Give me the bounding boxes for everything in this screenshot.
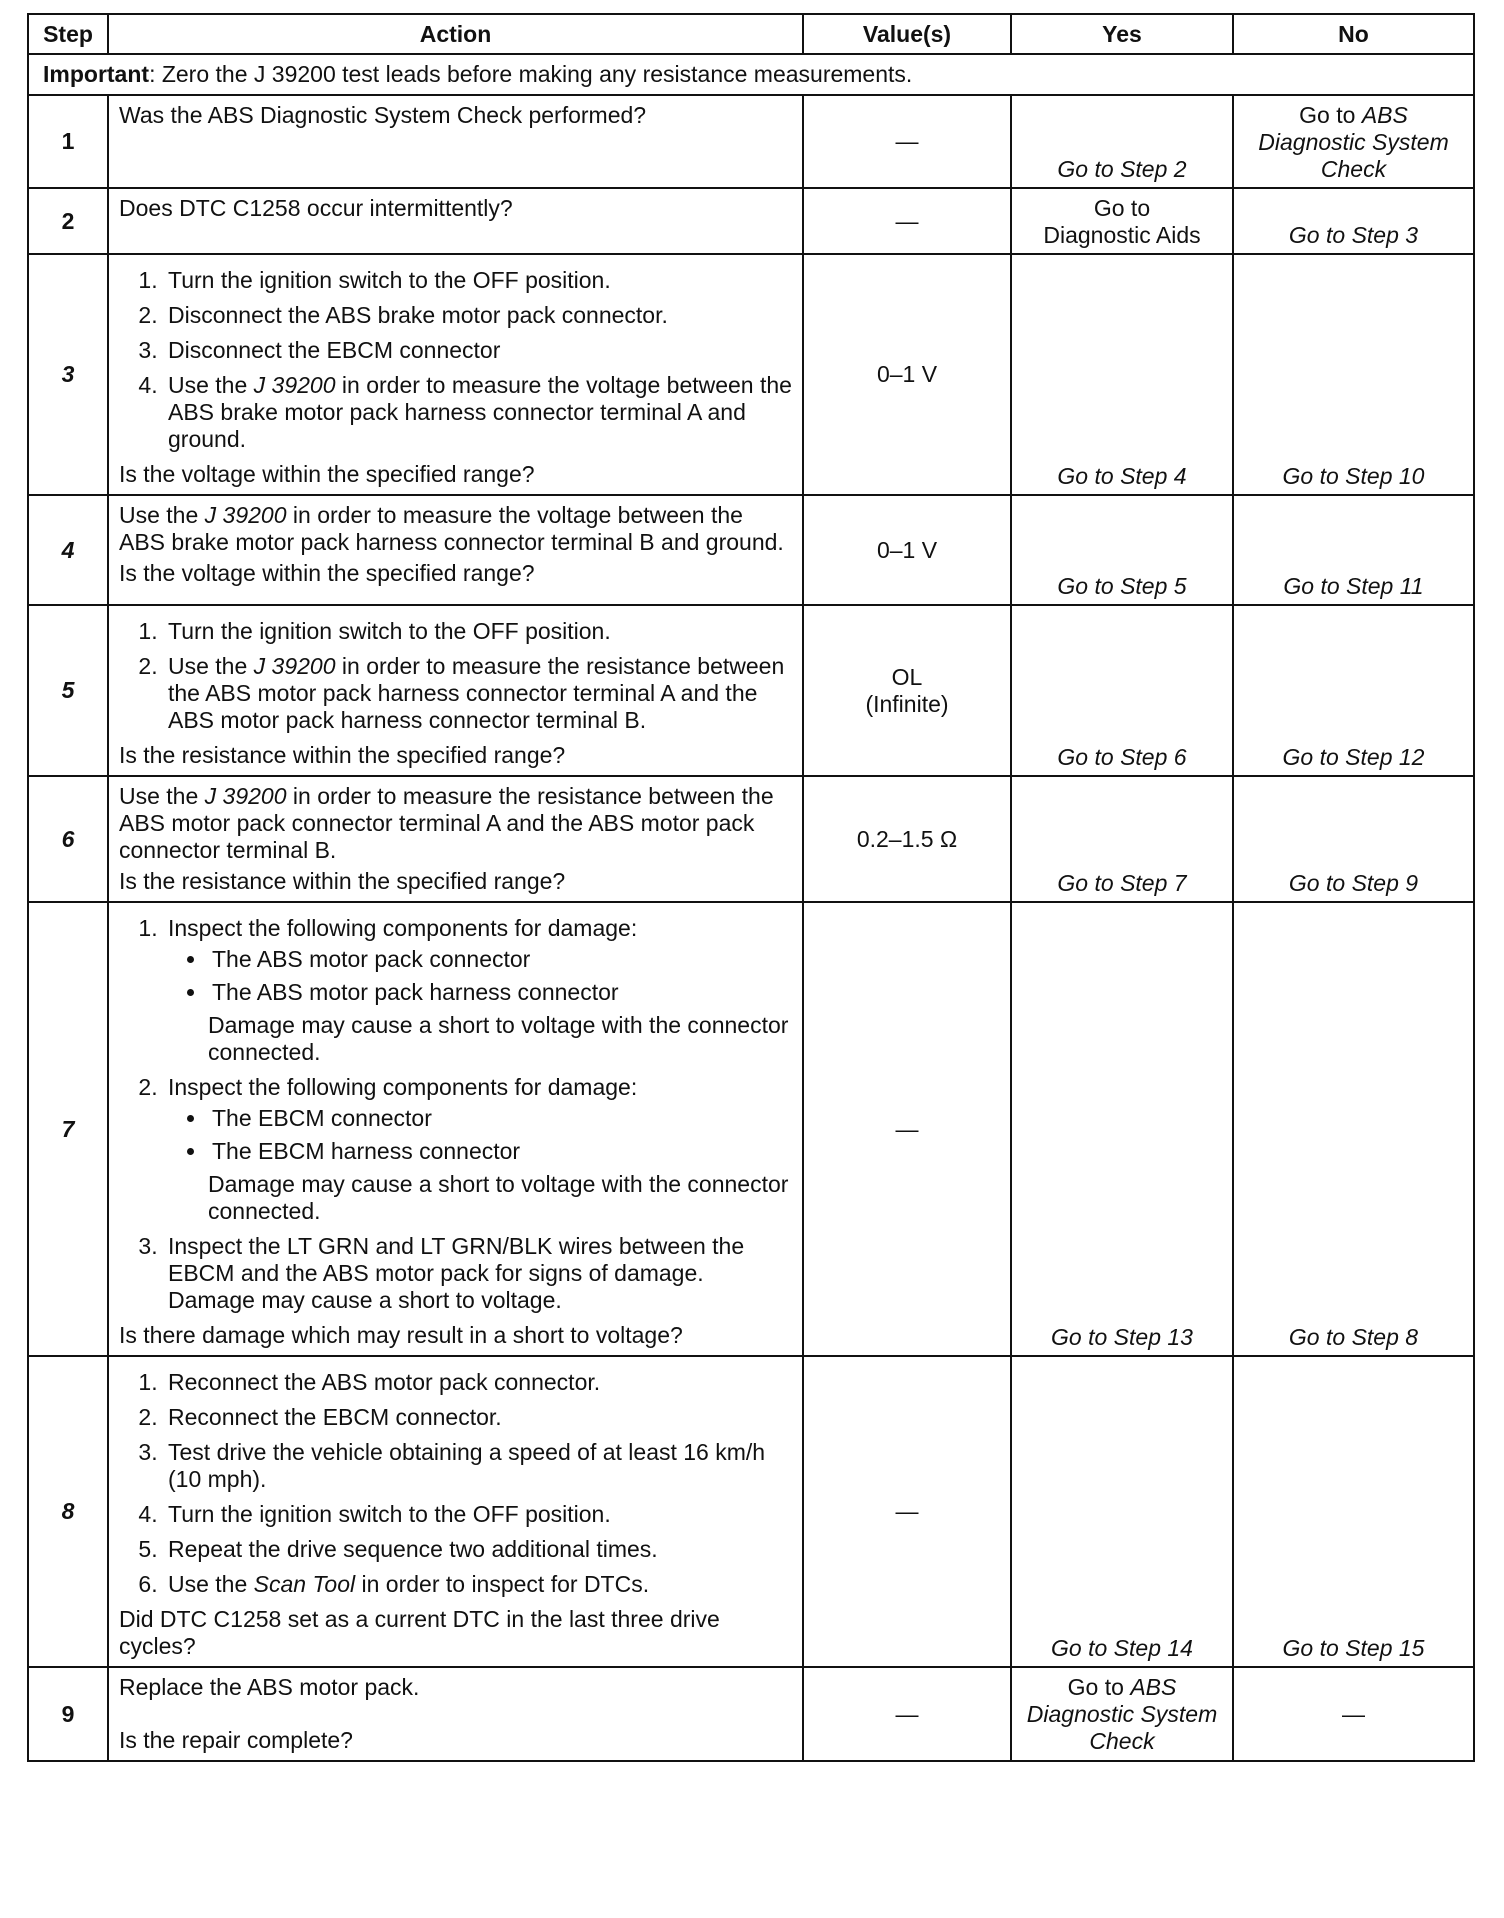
action-cell xyxy=(108,605,803,776)
step-number: 1 xyxy=(28,95,108,188)
bullet-item: • The EBCM connector xyxy=(208,1105,792,1132)
important-note: Important: Zero the J 39200 test leads before making any resistance measurements. xyxy=(28,54,1474,95)
list-item: 6. Use the Scan Tool in order to inspect for DTCs. xyxy=(164,1571,792,1598)
value-cell: 0–1 V xyxy=(803,254,1011,495)
value-cell: — xyxy=(803,95,1011,188)
bullet-item: • The ABS motor pack connector xyxy=(208,946,792,973)
yes-cell: Go to ABS Diagnostic System Check xyxy=(1011,1667,1233,1761)
question: Is the resistance within the specified range? xyxy=(119,868,566,894)
step-number: 6 xyxy=(28,776,108,902)
action-cell xyxy=(108,902,803,1356)
action-cell xyxy=(108,95,803,188)
damage-note: Damage may cause a short to voltage with the connector connected. xyxy=(208,1171,789,1224)
header-action: Action xyxy=(108,14,803,54)
question: Was the ABS Diagnostic System Check performed? xyxy=(119,102,647,128)
step-number: 9 xyxy=(28,1667,108,1761)
step-row-7 xyxy=(28,902,1474,1356)
bullet-item: • The ABS motor pack harness connector xyxy=(208,979,792,1006)
action-steps xyxy=(119,1369,792,1598)
list-item: 1. Turn the ignition switch to the OFF position. xyxy=(164,267,792,294)
header-no: No xyxy=(1233,14,1474,54)
list-item: 2. Use the J 39200 in order to measure the resistance between the ABS motor pack harness connector terminal A and the ABS motor pack harness connector terminal B. xyxy=(164,653,792,734)
yes-cell: Go to Step 5 xyxy=(1011,495,1233,605)
action-steps xyxy=(119,915,792,1314)
step-row-6 xyxy=(28,776,1474,902)
value-cell: — xyxy=(803,1667,1011,1761)
step-number: 5 xyxy=(28,605,108,776)
list-item: 1. Reconnect the ABS motor pack connector. xyxy=(164,1369,792,1396)
list-item: 2. Reconnect the EBCM connector. xyxy=(164,1404,792,1431)
list-item: 1. Inspect the following components for damage: • The ABS motor pack connector • The ABS motor pack harness connector Damage may cause a short to voltage with the connector connected. xyxy=(164,915,792,1066)
action-steps xyxy=(119,618,792,734)
question: Is the voltage within the specified range? xyxy=(119,560,535,586)
question: Is the repair complete? xyxy=(119,1727,353,1753)
no-cell: — xyxy=(1233,1667,1474,1761)
step-number: 8 xyxy=(28,1356,108,1667)
yes-cell: Go to Step 2 xyxy=(1011,95,1233,188)
action-cell: Use the J 39200 in order to measure the resistance between the ABS motor pack connector terminal A and the ABS motor pack connector terminal B. Is the resistance within the specified range? xyxy=(108,776,803,902)
tool-name: J 39200 xyxy=(253,653,336,679)
header-values: Value(s) xyxy=(803,14,1011,54)
list-item: 2. Inspect the following components for damage: • The EBCM connector • The EBCM harness connector Damage may cause a short to voltage with the connector connected. xyxy=(164,1074,792,1225)
yes-cell: Go to Diagnostic Aids xyxy=(1011,188,1233,254)
header-step: Step xyxy=(28,14,108,54)
yes-cell: Go to Step 14 xyxy=(1011,1356,1233,1667)
question: Is there damage which may result in a short to voltage? xyxy=(119,1322,683,1348)
yes-cell: Go to Step 4 xyxy=(1011,254,1233,495)
step-row-9 xyxy=(28,1667,1474,1761)
step-number: 3 xyxy=(28,254,108,495)
list-item: 5. Repeat the drive sequence two additional times. xyxy=(164,1536,792,1563)
value-cell: — xyxy=(803,1356,1011,1667)
header-yes: Yes xyxy=(1011,14,1233,54)
step-row-1 xyxy=(28,95,1474,188)
header-row xyxy=(28,14,1474,54)
list-item: 3. Test drive the vehicle obtaining a speed of at least 16 km/h (10 mph). xyxy=(164,1439,792,1493)
step-row-2 xyxy=(28,188,1474,254)
bullet-item: • The EBCM harness connector xyxy=(208,1138,792,1165)
list-item: 2. Disconnect the ABS brake motor pack connector. xyxy=(164,302,792,329)
diagnostic-table xyxy=(27,13,1475,1762)
tool-name: J 39200 xyxy=(204,502,287,528)
no-cell: Go to Step 12 xyxy=(1233,605,1474,776)
question: Is the resistance within the specified range? xyxy=(119,742,566,768)
step-row-4 xyxy=(28,495,1474,605)
step-row-8 xyxy=(28,1356,1474,1667)
list-item: 1. Turn the ignition switch to the OFF position. xyxy=(164,618,792,645)
list-item: 4. Use the J 39200 in order to measure the voltage between the ABS brake motor pack harness connector terminal A and ground. xyxy=(164,372,792,453)
action-cell: Use the J 39200 in order to measure the voltage between the ABS brake motor pack harness connector terminal B and ground. Is the voltage within the specified range? xyxy=(108,495,803,605)
action-cell xyxy=(108,188,803,254)
tool-name: J 39200 xyxy=(253,372,336,398)
step-number: 2 xyxy=(28,188,108,254)
no-cell: Go to Step 9 xyxy=(1233,776,1474,902)
list-item: 3. Disconnect the EBCM connector xyxy=(164,337,792,364)
tool-name: J 39200 xyxy=(204,783,287,809)
value-cell: OL (Infinite) xyxy=(803,605,1011,776)
step-row-5 xyxy=(28,605,1474,776)
list-item: 4. Turn the ignition switch to the OFF position. xyxy=(164,1501,792,1528)
action-cell: Replace the ABS motor pack. Is the repair complete? xyxy=(108,1667,803,1761)
bullet-list xyxy=(168,946,792,1006)
no-cell: Go to Step 10 xyxy=(1233,254,1474,495)
yes-cell: Go to Step 13 xyxy=(1011,902,1233,1356)
question: Did DTC C1258 set as a current DTC in the last three drive cycles? xyxy=(119,1606,720,1659)
bullet-list xyxy=(168,1105,792,1165)
step-number: 7 xyxy=(28,902,108,1356)
step-number: 4 xyxy=(28,495,108,605)
value-cell: — xyxy=(803,188,1011,254)
action-cell xyxy=(108,1356,803,1667)
question: Is the voltage within the specified range? xyxy=(119,461,535,487)
action-cell xyxy=(108,254,803,495)
yes-cell: Go to Step 6 xyxy=(1011,605,1233,776)
action-steps xyxy=(119,267,792,453)
step-row-3 xyxy=(28,254,1474,495)
no-cell: Go to Step 11 xyxy=(1233,495,1474,605)
list-item: 3. Inspect the LT GRN and LT GRN/BLK wires between the EBCM and the ABS motor pack for signs of damage. Damage may cause a short to voltage. xyxy=(164,1233,792,1314)
tool-name: Scan Tool xyxy=(253,1571,356,1597)
important-row xyxy=(28,54,1474,95)
no-cell: Go to ABS Diagnostic System Check xyxy=(1233,95,1474,188)
damage-note: Damage may cause a short to voltage with the connector connected. xyxy=(208,1012,789,1065)
no-cell: Go to Step 8 xyxy=(1233,902,1474,1356)
no-cell: Go to Step 15 xyxy=(1233,1356,1474,1667)
value-cell: 0.2–1.5 Ω xyxy=(803,776,1011,902)
value-cell: — xyxy=(803,902,1011,1356)
no-cell: Go to Step 3 xyxy=(1233,188,1474,254)
yes-cell: Go to Step 7 xyxy=(1011,776,1233,902)
value-cell: 0–1 V xyxy=(803,495,1011,605)
question: Does DTC C1258 occur intermittently? xyxy=(119,195,513,221)
